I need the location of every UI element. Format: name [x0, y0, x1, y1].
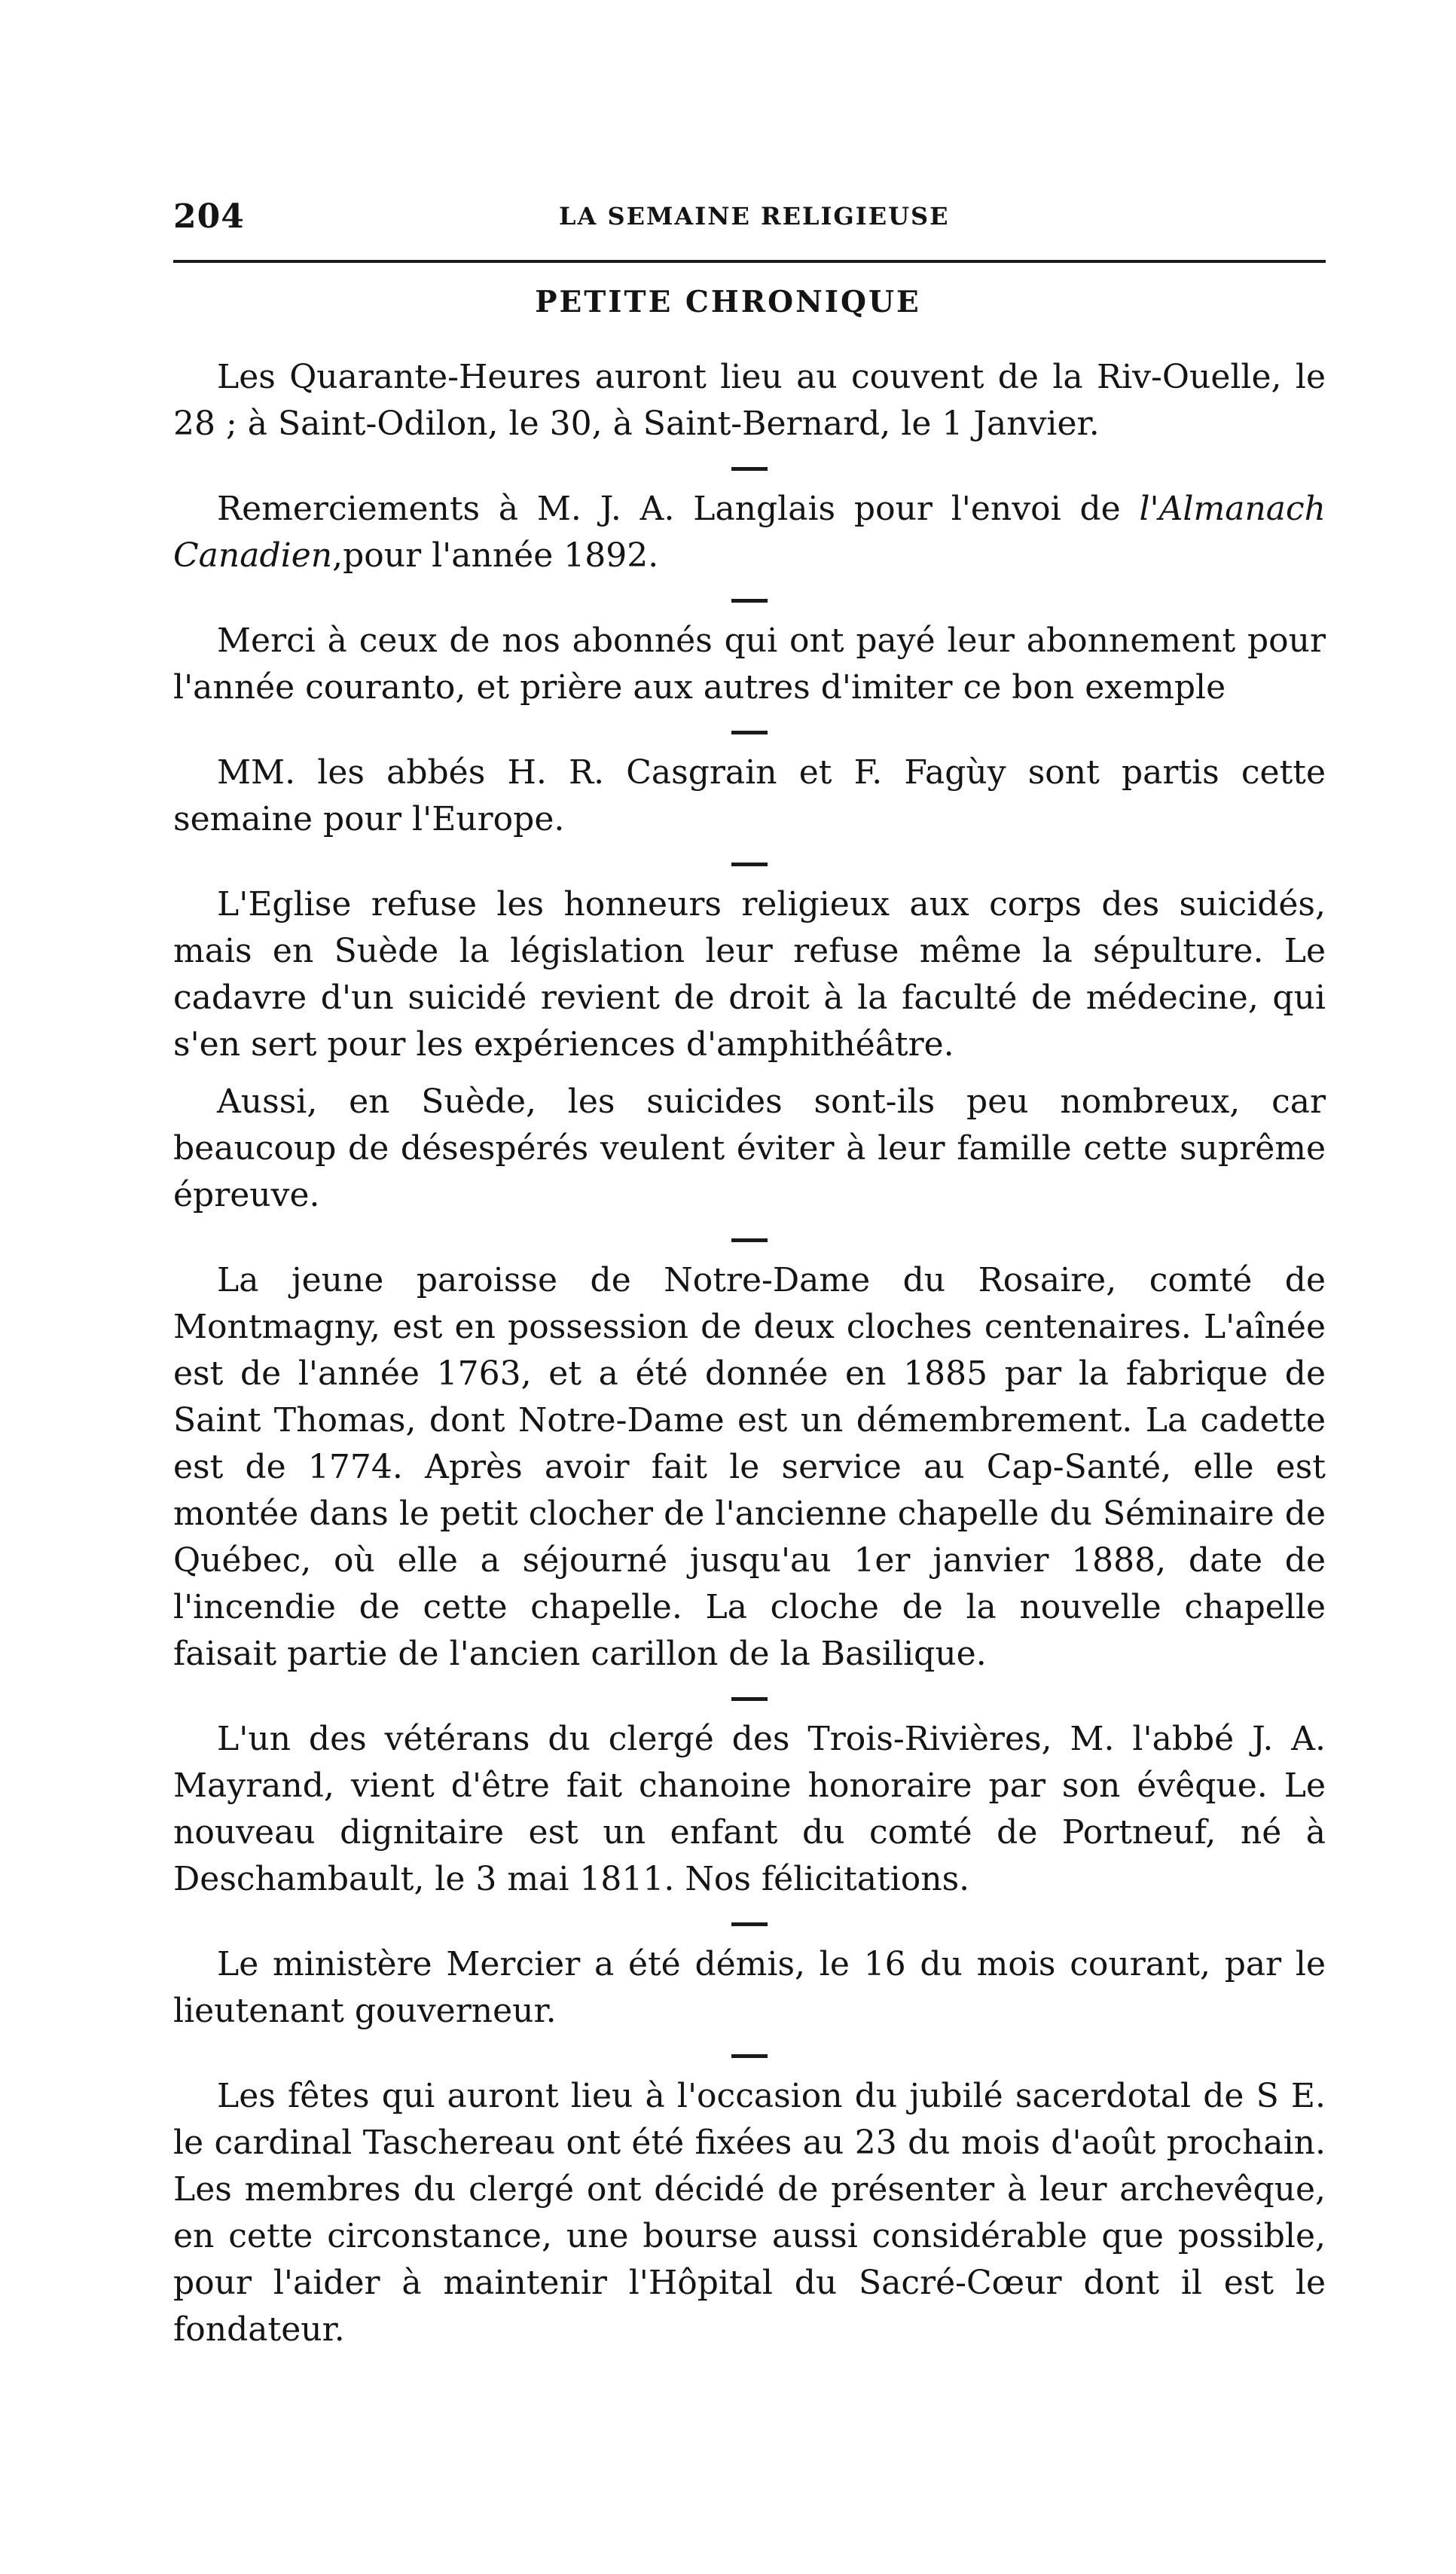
news-item-suicides-suede — [173, 881, 1326, 1219]
separator-rule — [731, 2054, 768, 2058]
news-paragraph: Merci à ceux de nos abonnés qui ont payé leur abonnement pour l'année couranto, et prière aux autres d'imiter ce bon exemple — [173, 621, 1326, 707]
separator-rule — [731, 731, 768, 734]
news-paragraph — [173, 486, 1326, 579]
almanach-title: l'Almanach Canadien — [173, 490, 1326, 575]
separator-rule — [731, 863, 768, 866]
news-paragraph: La jeune paroisse de Notre-Dame du Rosaire, comté de Montmagny, est en possession de deux cloches centenaires. L'aînée est de l'année 1763, et a été donnée en 1885 par la fabrique de Saint Thomas, dont Notre-Dame est un démembrement. La cadette est de 1774. Après avoir fait le service au Cap-Santé, elle est montée dans le petit clocher de l'ancienne chapelle du Séminaire de Québec, où elle a séjourné jusqu'au 1er janvier 1888, date de l'incendie de cette chapelle. La cloche de la nouvelle chapelle faisait partie de l'ancien carillon de la Basilique. — [173, 1261, 1326, 1673]
news-paragraph: Les Quarante-Heures auront lieu au couvent de la Riv-Ouelle, le 28 ; à Saint-Odilon, le 30, à Saint-Bernard, le 1 Janvier. — [173, 358, 1326, 443]
news-item-quarante-heures — [173, 354, 1326, 447]
news-text: ,pour l'année 1892. — [332, 536, 659, 575]
news-paragraph: L'Eglise refuse les honneurs religieux aux corps des suicidés, mais en Suède la législation leur refuse même la sépulture. Le cadavre d'un suicidé revient de droit à la faculté de médecine, qui s'en sert pour les expériences d'amphithéâtre. — [173, 885, 1326, 1064]
page-header — [173, 197, 1326, 243]
news-paragraph: Aussi, en Suède, les suicides sont-ils peu nombreux, car beaucoup de désespérés veulent éviter à leur famille cette suprême épreuve. — [173, 1082, 1326, 1214]
section-title: PETITE CHRONIQUE — [535, 285, 921, 319]
news-item-abonnes — [173, 618, 1326, 711]
news-item-cloches — [173, 1257, 1326, 1678]
separator-rule — [731, 1697, 768, 1701]
news-item-abbes-europe — [173, 750, 1326, 843]
news-item-chanoine — [173, 1716, 1326, 1903]
news-text: Remerciements à M. J. A. Langlais pour l'envoi de — [217, 490, 1140, 528]
chronicle-body — [173, 354, 1326, 2353]
news-item-ministere-mercier — [173, 1941, 1326, 2035]
news-paragraph: MM. les abbés H. R. Casgrain et F. Fagùy sont partis cette semaine pour l'Europe. — [173, 753, 1326, 838]
running-title: LA SEMAINE RELIGIEUSE — [559, 202, 950, 231]
separator-rule — [731, 1922, 768, 1926]
news-paragraph: Le ministère Mercier a été démis, le 16 du mois courant, par le lieutenant gouverneur. — [173, 1945, 1326, 2030]
header-rule — [173, 260, 1326, 263]
separator-rule — [731, 599, 768, 603]
news-paragraph: Les fêtes qui auront lieu à l'occasion du jubilé sacerdotal de S E. le cardinal Taschereau ont été fixées au 23 du mois d'août prochain. Les membres du clergé ont décidé de présenter à leur archevêque, en cette circonstance, une bourse aussi considérable que possible, pour l'aider à maintenir l'Hôpital du Sacré-Cœur dont il est le fondateur. — [173, 2077, 1326, 2349]
news-item-jubile — [173, 2073, 1326, 2353]
separator-rule — [731, 1238, 768, 1242]
page-number: 204 — [173, 197, 245, 236]
news-paragraph: L'un des vétérans du clergé des Trois-Rivières, M. l'abbé J. A. Mayrand, vient d'être fait chanoine honoraire par son évêque. Le nouveau dignitaire est un enfant du comté de Portneuf, né à Deschambault, le 3 mai 1811. Nos félicitations. — [173, 1720, 1326, 1898]
separator-rule — [731, 467, 768, 471]
news-item-remerciements — [173, 486, 1326, 579]
